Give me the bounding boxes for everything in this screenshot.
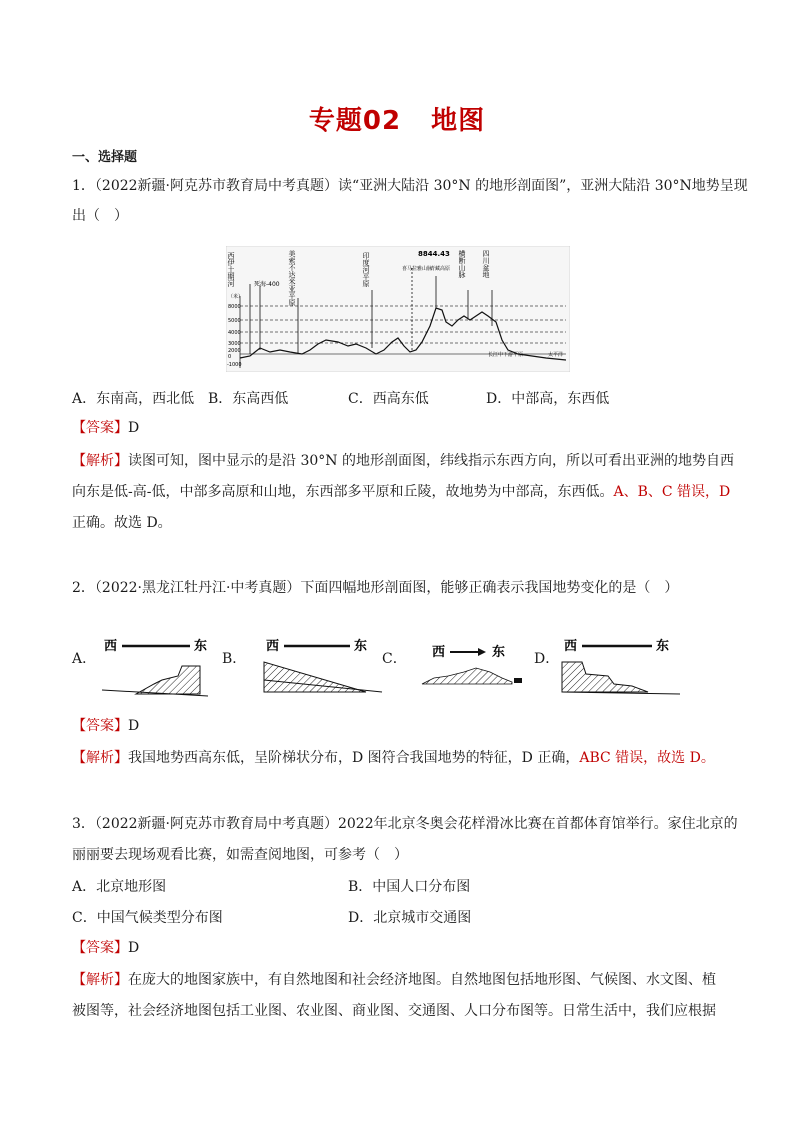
section-label: 一、选择题 bbox=[72, 150, 138, 165]
q1-answer bbox=[72, 418, 726, 438]
q3-analysis-tag: 【解析】 bbox=[72, 972, 128, 988]
q2-analysis-tag: 【解析】 bbox=[72, 750, 128, 766]
label-himalaya: 喜马拉雅山脉 bbox=[402, 266, 433, 272]
q2-fig-d-label: D． bbox=[534, 651, 560, 667]
q3-answer-tag: 【答案】 bbox=[72, 940, 128, 956]
q3-answer-value: D bbox=[128, 940, 140, 956]
label-west-river: 西伊土期河 bbox=[227, 252, 235, 287]
q2-figure-d bbox=[556, 632, 686, 702]
label-pacific: 太平洋 bbox=[548, 352, 564, 358]
q1-answer-value: D bbox=[128, 420, 140, 436]
q3-stem-line-1: 3．（2022新疆·阿克苏市教育局中考真题）2022年北京冬奥会花样滑冰比赛在首都体育馆举行。家住北京的 bbox=[72, 816, 738, 832]
q2-fig-a-label: A． bbox=[72, 651, 97, 667]
q3-option-a: A．北京地形图 bbox=[72, 879, 167, 895]
fig-a-west: 西 bbox=[104, 639, 118, 654]
page-title bbox=[0, 100, 794, 137]
q2-figure-a bbox=[96, 632, 214, 702]
q1-terrain-profile-figure bbox=[226, 246, 570, 372]
q3-analysis-line-2: 被图等，社会经济地图包括工业图、农业图、商业图、交通图、人口分布图等。日常生活中，我们应根据 bbox=[72, 1003, 716, 1019]
label-indus-plain: 印度河平原 bbox=[362, 252, 370, 287]
q1-analysis-tag: 【解析】 bbox=[72, 453, 128, 469]
q2-analysis-text-a: 我国地势西高东低，呈阶梯状分布，D 图符合我国地势的特征，D 正确， bbox=[128, 750, 580, 766]
q1-option-b: B．东高西低 bbox=[208, 391, 289, 407]
q2-stem: 2．（2022·黑龙江牡丹江·中考真题）下面四幅地形剖面图，能够正确表示我国地势变化的是（ ） bbox=[72, 580, 679, 596]
q1-analysis-line-3: 正确。故选 D。 bbox=[72, 515, 172, 531]
fig-b-west: 西 bbox=[266, 639, 280, 654]
fig-c-west: 西 bbox=[432, 645, 446, 660]
fig-a-east: 东 bbox=[194, 639, 208, 654]
title-part-1: 专题02 bbox=[308, 106, 402, 136]
q1-analysis-text-2b: A、B、C 错误，D bbox=[613, 484, 731, 500]
axis-tick-3000: 3000 bbox=[228, 341, 241, 347]
axis-tick-2000: 2000 bbox=[228, 348, 241, 354]
q2-answer-tag: 【答案】 bbox=[72, 718, 128, 734]
q1-option-d: D．中部高，东西低 bbox=[486, 391, 610, 407]
q3-option-c: C．中国气候类型分布图 bbox=[72, 910, 223, 926]
q3-analysis-text-1: 在庞大的地图家族中，有自然地图和社会经济地图。自然地图包括地形图、气候图、水文图、植 bbox=[128, 972, 716, 988]
label-hengduan: 横断山脉 bbox=[458, 250, 466, 278]
q2-figure-c bbox=[414, 632, 530, 702]
q1-option-a: A．东南高，西北低 bbox=[72, 391, 195, 407]
label-peak-elevation: 8844.43 bbox=[418, 250, 450, 258]
fig-b-east: 东 bbox=[354, 639, 368, 654]
fig-d-west: 西 bbox=[564, 639, 578, 654]
label-mesopotamia: 美索不达米亚平原 bbox=[288, 250, 296, 306]
q1-answer-tag: 【答案】 bbox=[72, 420, 128, 436]
q2-fig-b-label: B． bbox=[222, 651, 247, 667]
fig-d-east: 东 bbox=[656, 639, 670, 654]
q1-analysis-line-1 bbox=[72, 451, 734, 471]
q3-option-d: D．北京城市交通图 bbox=[348, 910, 472, 926]
q2-fig-c-label: C． bbox=[382, 651, 407, 667]
axis-tick-4000: 4000 bbox=[228, 330, 241, 336]
label-yangtze-plain: 长江中下游平原 bbox=[488, 352, 524, 358]
q3-stem-line-2: 丽丽要去现场观看比赛，如需查阅地图，可参考（ ） bbox=[72, 847, 408, 863]
axis-tick-8000: 8000 bbox=[228, 304, 241, 310]
q1-stem-line-2: 出（ ） bbox=[72, 208, 128, 224]
q2-analysis bbox=[72, 748, 726, 768]
q1-stem-line-1: 1．（2022新疆·阿克苏市教育局中考真题）读“亚洲大陆沿 30°N 的地形剖面图”，亚洲大陆沿 30°N地势呈现 bbox=[72, 178, 748, 194]
q1-analysis-line-2 bbox=[72, 482, 731, 502]
q3-analysis-line-1 bbox=[72, 970, 726, 990]
fig-c-east: 东 bbox=[492, 645, 506, 660]
axis-unit-label: （米） bbox=[228, 294, 244, 300]
q3-option-b: B．中国人口分布图 bbox=[348, 879, 471, 895]
q2-analysis-text-b: ABC 错误，故选 D。 bbox=[579, 750, 715, 766]
q1-analysis-text-1: 读图可知，图中显示的是沿 30°N 的地形剖面图，纬线指示东西方向，所以可看出亚洲的地势自西 bbox=[128, 453, 734, 469]
axis-tick-5000: 5000 bbox=[228, 318, 241, 324]
q1-analysis-text-2a: 向东是低-高-低，中部多高原和山地，东西部多平原和丘陵，故地势为中部高，东西低。 bbox=[72, 484, 614, 500]
q1-option-c: C．西高东低 bbox=[348, 391, 429, 407]
q2-answer-value: D bbox=[128, 718, 140, 734]
axis-tick-0: 0 bbox=[228, 354, 232, 360]
label-sichuan-basin: 四川盆地 bbox=[482, 250, 490, 278]
q2-answer bbox=[72, 716, 726, 736]
label-qinghai-plateau: 青藏高原 bbox=[430, 266, 451, 272]
axis-tick-neg: -1000 bbox=[227, 362, 242, 368]
q2-figure-b bbox=[256, 632, 386, 702]
label-dead-sea: 死海-400 bbox=[254, 281, 280, 288]
title-part-2: 地图 bbox=[431, 106, 486, 136]
q3-answer bbox=[72, 938, 726, 958]
